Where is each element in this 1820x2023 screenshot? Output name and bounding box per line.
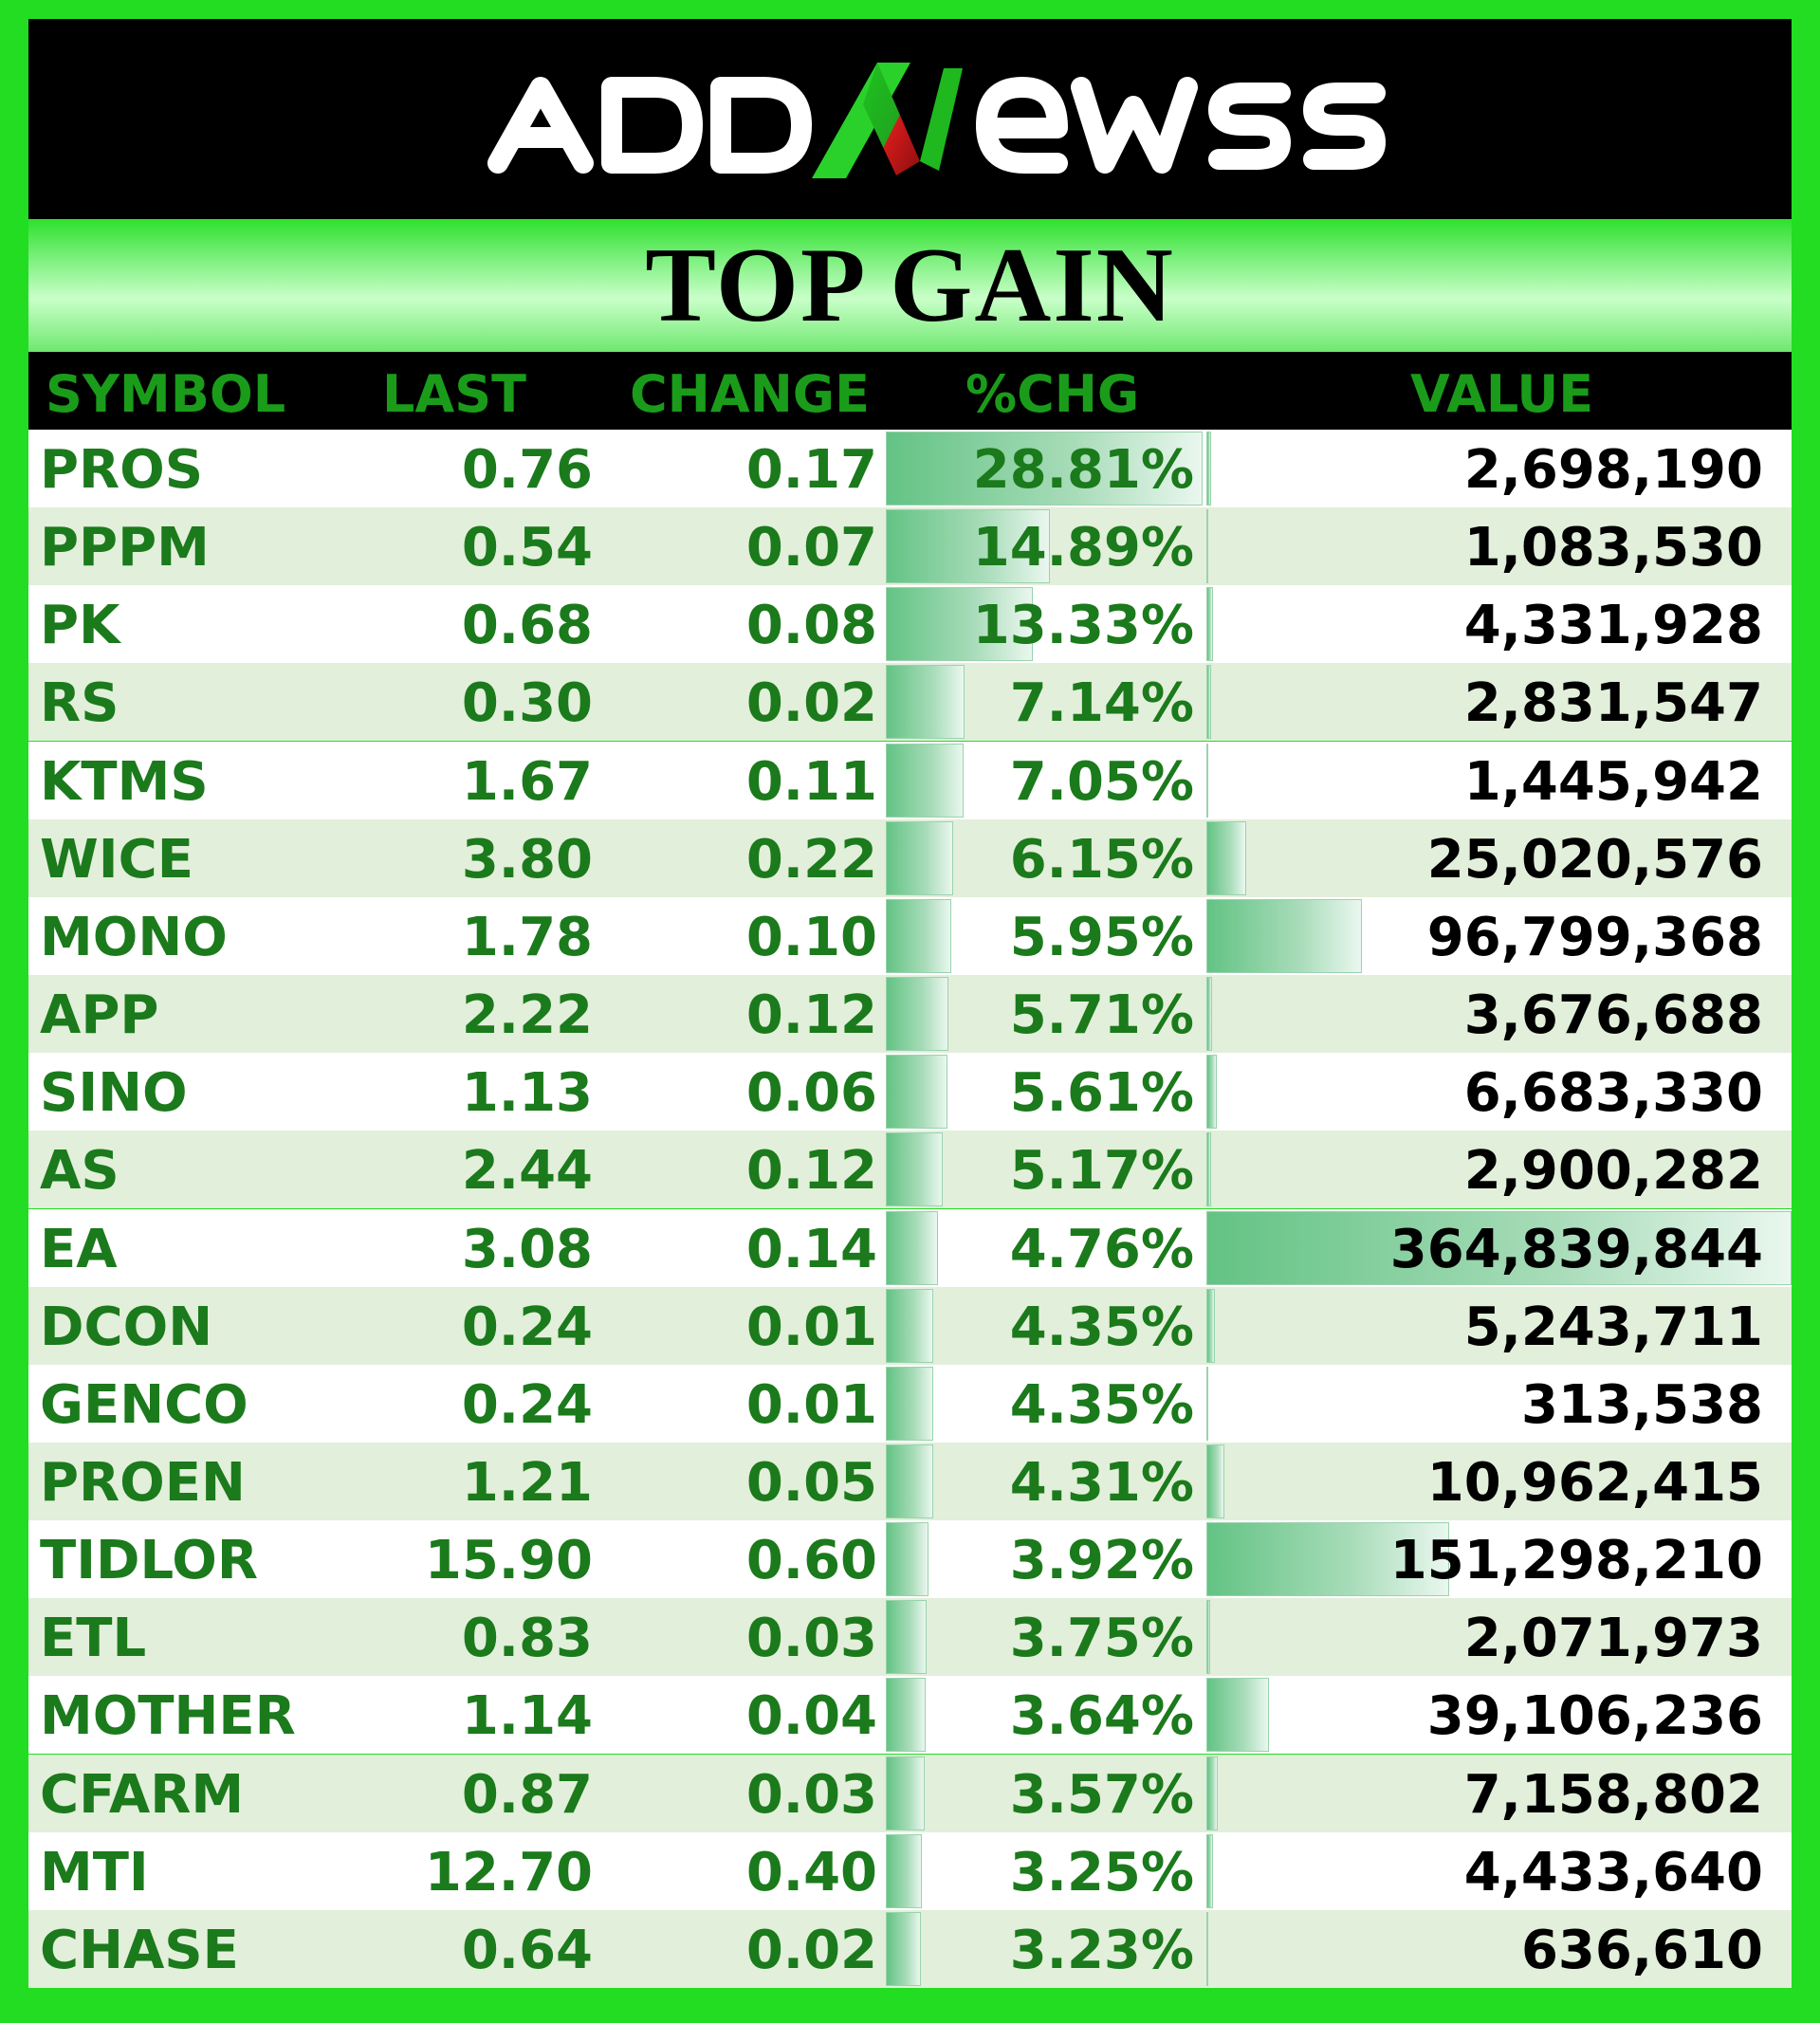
gainers-table-body bbox=[28, 430, 1792, 1988]
symbol-cell: PROS bbox=[40, 439, 204, 501]
value-bar bbox=[1206, 1132, 1211, 1206]
change-cell: 0.02 bbox=[745, 1919, 877, 1981]
change-cell: 0.07 bbox=[745, 517, 877, 579]
change-cell: 0.02 bbox=[745, 672, 877, 735]
table-row bbox=[28, 430, 1792, 507]
value-bar bbox=[1206, 1289, 1215, 1363]
change-cell: 0.10 bbox=[745, 906, 877, 968]
last-price-cell: 1.14 bbox=[461, 1685, 593, 1748]
table-row bbox=[28, 1598, 1792, 1676]
pct-change-bar bbox=[886, 899, 951, 973]
pct-change-cell: 13.33% bbox=[972, 595, 1194, 657]
pct-change-bar bbox=[886, 1522, 928, 1596]
change-cell: 0.12 bbox=[745, 1140, 877, 1203]
symbol-cell: WICE bbox=[40, 828, 193, 891]
last-price-cell: 12.70 bbox=[424, 1841, 593, 1903]
value-cell: 364,839,844 bbox=[1389, 1218, 1763, 1280]
symbol-cell: SINO bbox=[40, 1062, 188, 1125]
symbol-cell: APP bbox=[40, 984, 159, 1047]
pct-change-cell: 5.95% bbox=[1009, 906, 1194, 968]
symbol-cell: RS bbox=[40, 672, 119, 735]
change-cell: 0.11 bbox=[745, 750, 877, 813]
pct-change-bar bbox=[886, 744, 964, 818]
last-price-cell: 3.80 bbox=[461, 828, 593, 891]
value-bar bbox=[1206, 899, 1362, 973]
value-cell: 1,445,942 bbox=[1463, 750, 1763, 813]
table-row bbox=[28, 1676, 1792, 1754]
table-row bbox=[28, 1755, 1792, 1832]
value-cell: 2,831,547 bbox=[1463, 672, 1763, 735]
value-cell: 5,243,711 bbox=[1463, 1296, 1763, 1358]
value-bar bbox=[1206, 744, 1208, 818]
table-row bbox=[28, 1443, 1792, 1520]
pct-change-cell: 3.92% bbox=[1009, 1530, 1194, 1592]
change-cell: 0.05 bbox=[745, 1451, 877, 1514]
table-row bbox=[28, 1053, 1792, 1131]
value-cell: 96,799,368 bbox=[1426, 906, 1763, 968]
change-cell: 0.17 bbox=[745, 439, 877, 501]
value-cell: 3,676,688 bbox=[1463, 984, 1763, 1047]
change-cell: 0.01 bbox=[745, 1296, 877, 1358]
table-row bbox=[28, 1209, 1792, 1287]
column-header-row bbox=[28, 352, 1792, 430]
symbol-cell: MOTHER bbox=[40, 1685, 296, 1748]
value-cell: 313,538 bbox=[1520, 1373, 1763, 1436]
change-cell: 0.01 bbox=[745, 1373, 877, 1436]
value-cell: 151,298,210 bbox=[1389, 1530, 1763, 1592]
value-bar bbox=[1206, 509, 1208, 583]
pct-change-bar bbox=[886, 1289, 933, 1363]
last-price-cell: 0.76 bbox=[461, 439, 593, 501]
last-price-cell: 2.44 bbox=[461, 1140, 593, 1203]
value-cell: 6,683,330 bbox=[1463, 1062, 1763, 1125]
addnewss-logo bbox=[28, 19, 1792, 219]
last-price-cell: 0.68 bbox=[461, 595, 593, 657]
pct-change-cell: 3.57% bbox=[1009, 1763, 1194, 1826]
change-cell: 0.03 bbox=[745, 1608, 877, 1670]
symbol-cell: KTMS bbox=[40, 750, 209, 813]
last-price-cell: 0.54 bbox=[461, 517, 593, 579]
table-row bbox=[28, 1910, 1792, 1988]
table-row bbox=[28, 975, 1792, 1053]
brand-header bbox=[28, 19, 1792, 219]
page-title: TOP GAIN bbox=[645, 227, 1175, 344]
last-price-cell: 0.87 bbox=[461, 1763, 593, 1826]
value-cell: 25,020,576 bbox=[1426, 828, 1763, 891]
pct-change-cell: 5.17% bbox=[1009, 1140, 1194, 1203]
last-price-cell: 0.24 bbox=[461, 1373, 593, 1436]
last-price-cell: 3.08 bbox=[461, 1218, 593, 1280]
table-row bbox=[28, 1287, 1792, 1365]
value-bar bbox=[1206, 1367, 1208, 1441]
pct-change-bar bbox=[886, 821, 953, 895]
change-cell: 0.14 bbox=[745, 1218, 877, 1280]
pct-change-cell: 7.05% bbox=[1009, 750, 1194, 813]
pct-change-cell: 3.75% bbox=[1009, 1608, 1194, 1670]
pct-change-bar bbox=[886, 1211, 938, 1285]
change-cell: 0.04 bbox=[745, 1685, 877, 1748]
change-cell: 0.08 bbox=[745, 595, 877, 657]
value-bar bbox=[1206, 1444, 1224, 1518]
symbol-cell: ETL bbox=[40, 1608, 147, 1670]
symbol-cell: EA bbox=[40, 1218, 118, 1280]
last-price-cell: 0.24 bbox=[461, 1296, 593, 1358]
pct-change-bar bbox=[886, 1367, 933, 1441]
pct-change-cell: 3.23% bbox=[1009, 1919, 1194, 1981]
pct-change-cell: 3.25% bbox=[1009, 1841, 1194, 1903]
last-price-cell: 1.21 bbox=[461, 1451, 593, 1514]
value-cell: 2,071,973 bbox=[1463, 1608, 1763, 1670]
table-row bbox=[28, 1832, 1792, 1910]
pct-change-cell: 4.35% bbox=[1009, 1296, 1194, 1358]
table-row bbox=[28, 663, 1792, 741]
pct-change-bar bbox=[886, 1678, 926, 1752]
table-row bbox=[28, 1365, 1792, 1443]
top-gain-card bbox=[28, 19, 1792, 1988]
pct-change-bar bbox=[886, 1834, 922, 1908]
pct-change-bar bbox=[886, 1912, 921, 1986]
table-row bbox=[28, 1131, 1792, 1208]
last-price-cell: 0.64 bbox=[461, 1919, 593, 1981]
symbol-cell: MTI bbox=[40, 1841, 149, 1903]
pct-change-bar bbox=[886, 1600, 927, 1674]
symbol-cell: AS bbox=[40, 1140, 119, 1203]
value-cell: 2,698,190 bbox=[1463, 439, 1763, 501]
symbol-cell: GENCO bbox=[40, 1373, 248, 1436]
last-price-cell: 1.13 bbox=[461, 1062, 593, 1125]
change-cell: 0.03 bbox=[745, 1763, 877, 1826]
change-cell: 0.22 bbox=[745, 828, 877, 891]
change-cell: 0.12 bbox=[745, 984, 877, 1047]
change-cell: 0.06 bbox=[745, 1062, 877, 1125]
table-row bbox=[28, 585, 1792, 663]
column-header-change: CHANGE bbox=[630, 364, 871, 424]
value-cell: 2,900,282 bbox=[1463, 1140, 1763, 1203]
pct-change-bar bbox=[886, 1132, 943, 1206]
last-price-cell: 1.67 bbox=[461, 750, 593, 813]
change-cell: 0.40 bbox=[745, 1841, 877, 1903]
value-cell: 39,106,236 bbox=[1426, 1685, 1763, 1748]
value-bar bbox=[1206, 1055, 1217, 1129]
value-bar bbox=[1206, 1834, 1213, 1908]
column-header-last: LAST bbox=[382, 364, 526, 424]
value-bar bbox=[1206, 1912, 1208, 1986]
symbol-cell: CFARM bbox=[40, 1763, 245, 1826]
value-cell: 1,083,530 bbox=[1463, 517, 1763, 579]
value-cell: 4,331,928 bbox=[1463, 595, 1763, 657]
pct-change-bar bbox=[886, 977, 948, 1051]
last-price-cell: 0.83 bbox=[461, 1608, 593, 1670]
pct-change-cell: 4.76% bbox=[1009, 1218, 1194, 1280]
table-row bbox=[28, 1520, 1792, 1598]
value-bar bbox=[1206, 821, 1246, 895]
value-bar bbox=[1206, 432, 1211, 506]
change-cell: 0.60 bbox=[745, 1530, 877, 1592]
table-row bbox=[28, 507, 1792, 585]
value-bar bbox=[1206, 1756, 1218, 1830]
pct-change-cell: 7.14% bbox=[1009, 672, 1194, 735]
symbol-cell: MONO bbox=[40, 906, 228, 968]
value-bar bbox=[1206, 977, 1212, 1051]
column-header-symbol: SYMBOL bbox=[46, 364, 286, 424]
symbol-cell: PK bbox=[40, 595, 120, 657]
pct-change-cell: 28.81% bbox=[972, 439, 1194, 501]
pct-change-bar bbox=[886, 1756, 925, 1830]
pct-change-cell: 5.71% bbox=[1009, 984, 1194, 1047]
pct-change-cell: 6.15% bbox=[1009, 828, 1194, 891]
pct-change-cell: 3.64% bbox=[1009, 1685, 1194, 1748]
table-row bbox=[28, 819, 1792, 897]
column-header-value: VALUE bbox=[1410, 364, 1594, 424]
symbol-cell: TIDLOR bbox=[40, 1530, 258, 1592]
symbol-cell: PROEN bbox=[40, 1451, 246, 1514]
title-banner bbox=[28, 219, 1792, 352]
last-price-cell: 15.90 bbox=[424, 1530, 593, 1592]
value-cell: 10,962,415 bbox=[1426, 1451, 1763, 1514]
pct-change-bar bbox=[886, 1055, 947, 1129]
table-row bbox=[28, 897, 1792, 975]
pct-change-bar bbox=[886, 1444, 933, 1518]
pct-change-cell: 4.35% bbox=[1009, 1373, 1194, 1436]
value-cell: 636,610 bbox=[1520, 1919, 1763, 1981]
value-cell: 7,158,802 bbox=[1463, 1763, 1763, 1826]
pct-change-bar bbox=[886, 665, 965, 739]
value-bar bbox=[1206, 587, 1213, 661]
symbol-cell: DCON bbox=[40, 1296, 213, 1358]
last-price-cell: 0.30 bbox=[461, 672, 593, 735]
pct-change-cell: 14.89% bbox=[972, 517, 1194, 579]
column-header-pct-change: %CHG bbox=[965, 364, 1140, 424]
symbol-cell: PPPM bbox=[40, 517, 210, 579]
last-price-cell: 2.22 bbox=[461, 984, 593, 1047]
symbol-cell: CHASE bbox=[40, 1919, 239, 1981]
table-row bbox=[28, 742, 1792, 819]
value-cell: 4,433,640 bbox=[1463, 1841, 1763, 1903]
value-bar bbox=[1206, 1678, 1269, 1752]
pct-change-cell: 5.61% bbox=[1009, 1062, 1194, 1125]
value-bar bbox=[1206, 665, 1211, 739]
pct-change-cell: 4.31% bbox=[1009, 1451, 1194, 1514]
last-price-cell: 1.78 bbox=[461, 906, 593, 968]
value-bar bbox=[1206, 1600, 1210, 1674]
